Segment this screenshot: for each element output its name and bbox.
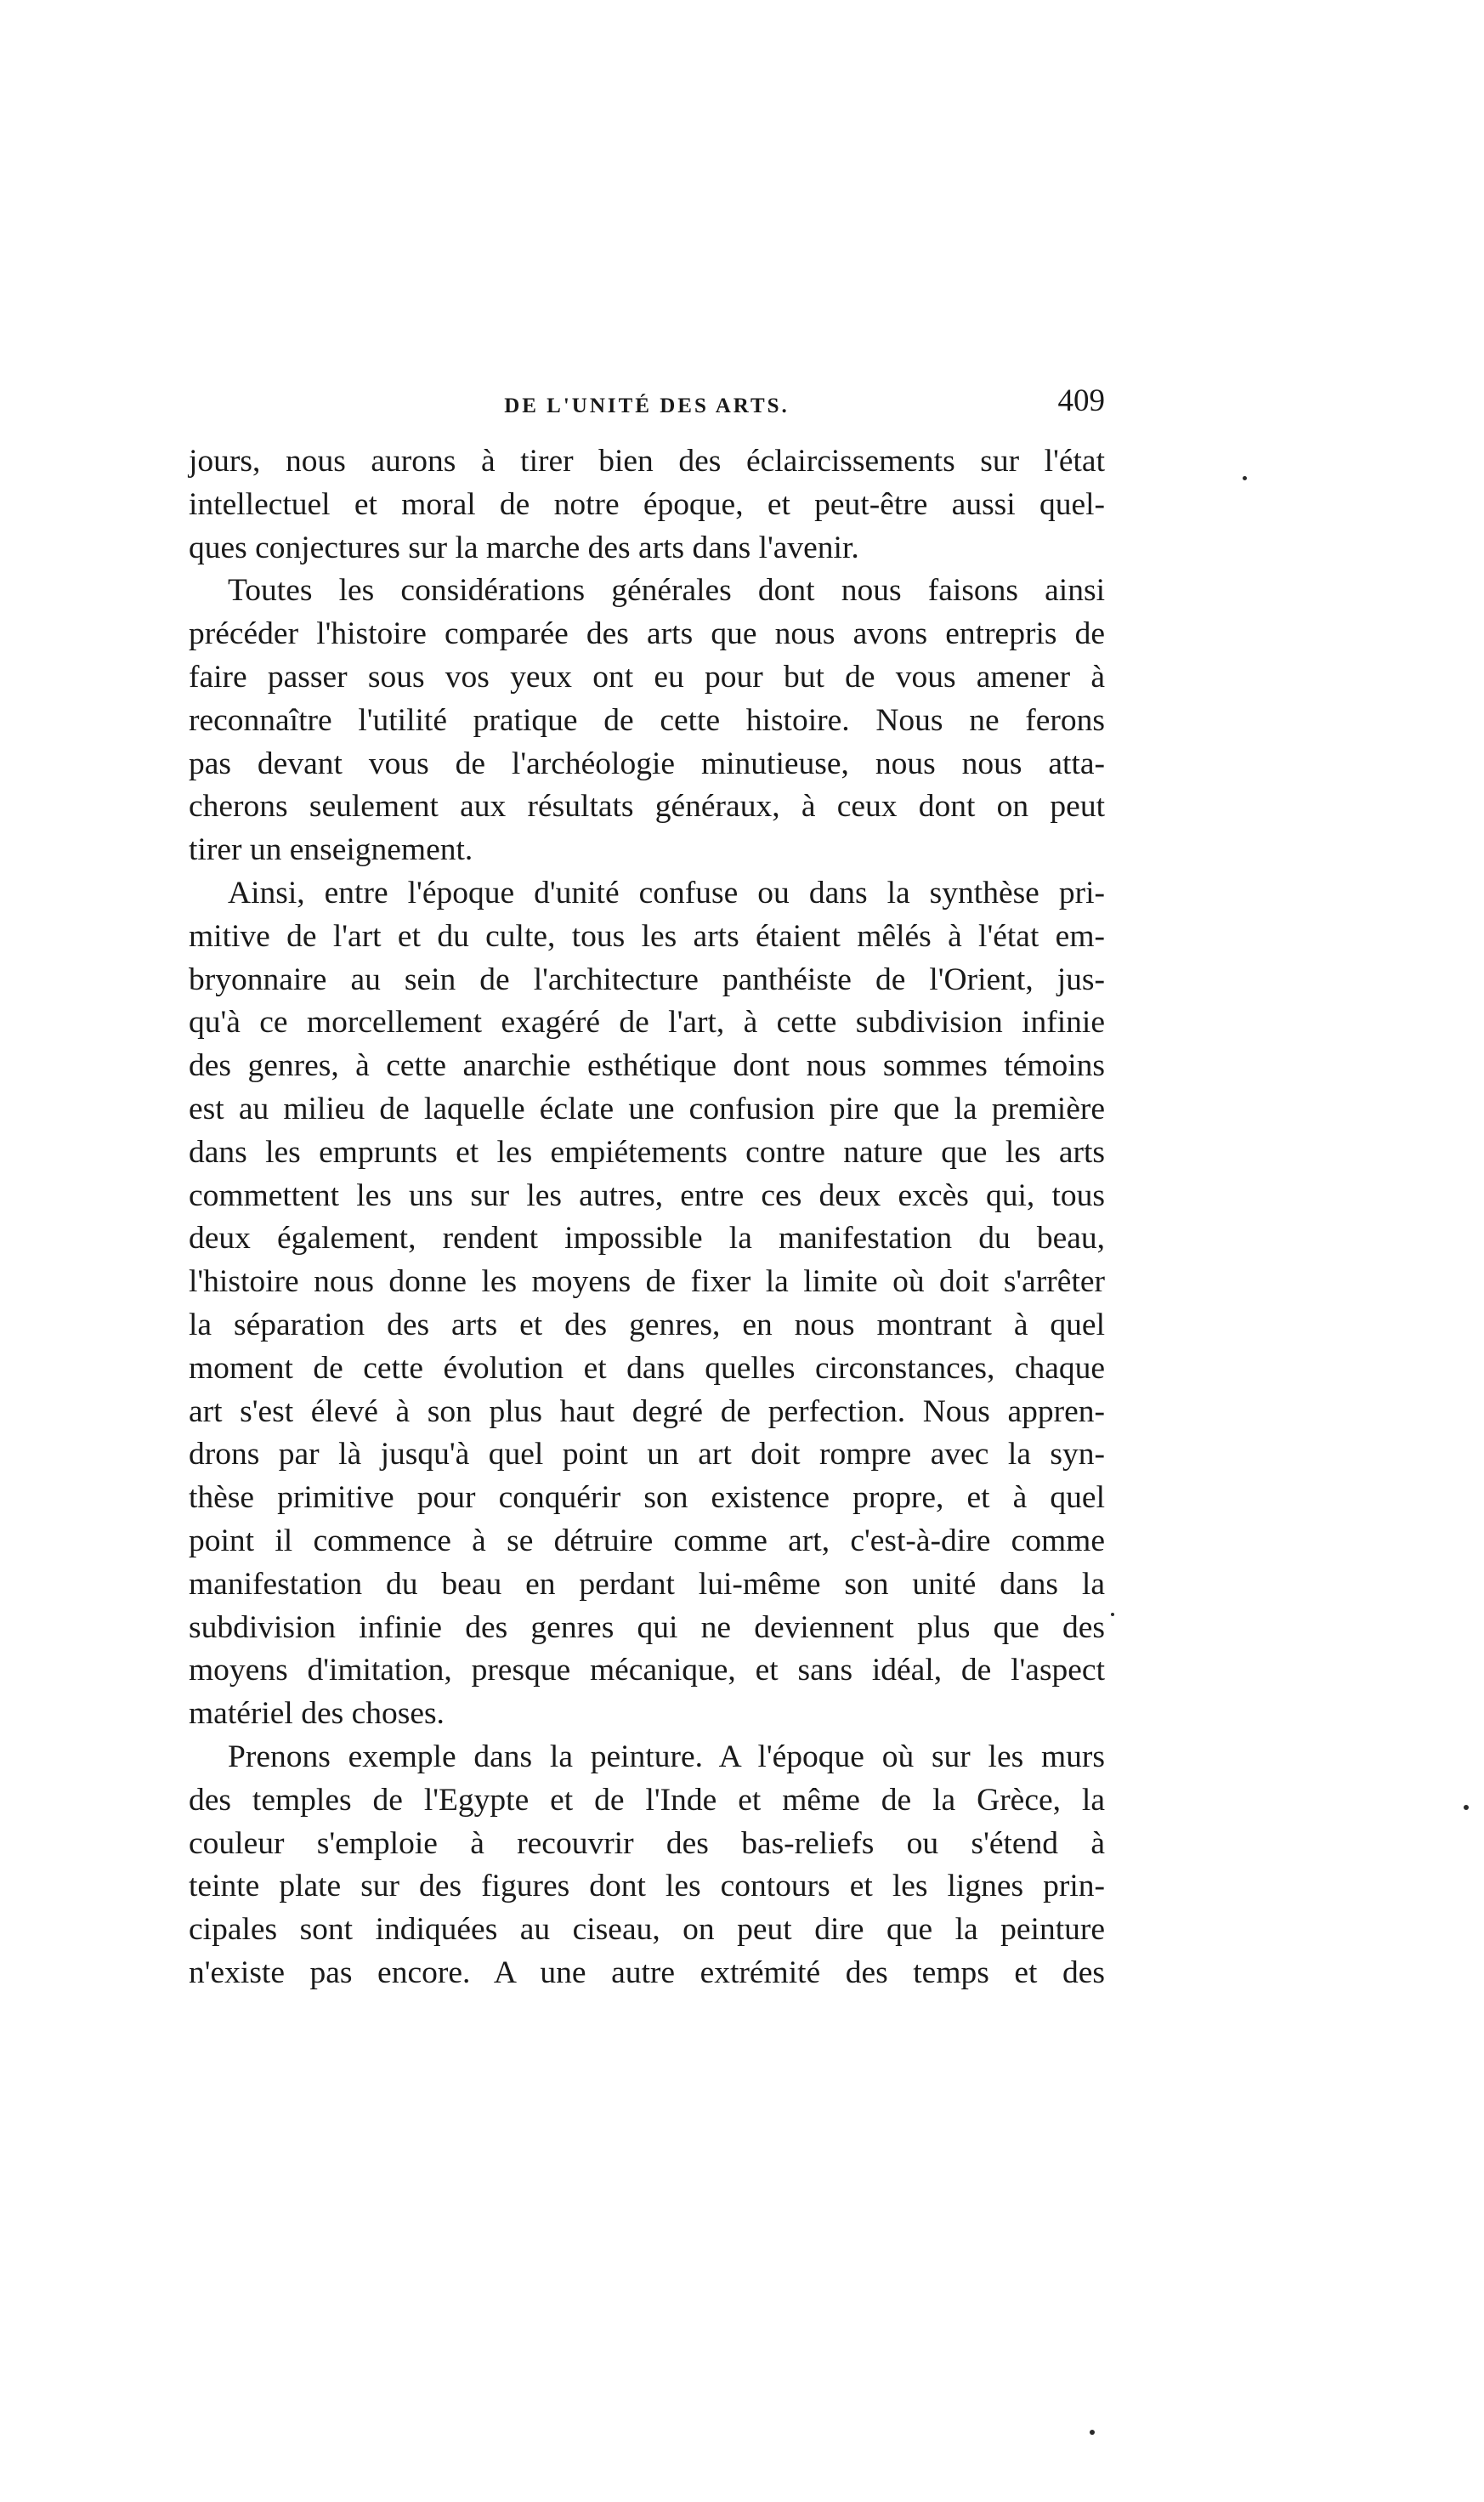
text-line: commettent les uns sur les autres, entre ces deux excès qui, tous	[189, 1177, 1105, 1213]
text-line: intellectuel et moral de notre époque, et peut-être aussi quel-	[189, 486, 1105, 522]
text-line: moment de cette évolution et dans quelles circonstances, chaque	[189, 1350, 1105, 1386]
text-line: des temples de l'Egypte et de l'Inde et même de la Grèce, la	[189, 1782, 1105, 1818]
text-line: Toutes les considérations générales dont nous faisons ainsi	[228, 573, 1105, 609]
text-line: couleur s'emploie à recouvrir des bas-reliefs ou s'étend à	[189, 1825, 1105, 1861]
text-line: subdivision infinie des genres qui ne deviennent plus que des	[189, 1609, 1105, 1645]
print-speck	[1090, 2430, 1095, 2435]
text-line: jours, nous aurons à tirer bien des éclaircissements sur l'état	[189, 444, 1105, 479]
text-line: ques conjectures sur la marche des arts dans l'avenir.	[189, 530, 859, 565]
text-line: cherons seulement aux résultats généraux, à ceux dont on peut	[189, 789, 1105, 825]
text-line: matériel des choses.	[189, 1696, 445, 1732]
running-head	[189, 383, 1105, 434]
text-line: faire passer sous vos yeux ont eu pour but de vous amener à	[189, 659, 1105, 695]
text-line: est au milieu de laquelle éclate une confusion pire que la première	[189, 1091, 1105, 1126]
running-title: DE L'UNITÉ DES ARTS.	[504, 394, 790, 417]
text-line: pas devant vous de l'archéologie minutieuse, nous nous atta-	[189, 746, 1105, 781]
text-line: la séparation des arts et des genres, en nous montrant à quel	[189, 1307, 1105, 1342]
text-line: n'existe pas encore. A une autre extrémité des temps et des	[189, 1955, 1105, 1990]
text-line: reconnaître l'utilité pratique de cette histoire. Nous ne ferons	[189, 702, 1105, 738]
text-line: cipales sont indiquées au ciseau, on peut dire que la peinture	[189, 1912, 1105, 1948]
print-speck	[1464, 1805, 1469, 1810]
text-line: qu'à ce morcellement exagéré de l'art, à cette subdivision infinie	[189, 1005, 1105, 1041]
text-line: mitive de l'art et du culte, tous les arts étaient mêlés à l'état em-	[189, 918, 1105, 954]
text-line: Ainsi, entre l'époque d'unité confuse ou dans la synthèse pri-	[228, 875, 1105, 911]
text-line: art s'est élevé à son plus haut degré de perfection. Nous appren-	[189, 1393, 1105, 1429]
text-line: des genres, à cette anarchie esthétique dont nous sommes témoins	[189, 1048, 1105, 1084]
text-line: moyens d'imitation, presque mécanique, et sans idéal, de l'aspect	[189, 1653, 1105, 1688]
text-line: drons par là jusqu'à quel point un art doit rompre avec la syn-	[189, 1437, 1105, 1472]
text-line: tirer un enseignement.	[189, 832, 473, 868]
text-line: dans les emprunts et les empiétements contre nature que les arts	[189, 1134, 1105, 1170]
text-line: l'histoire nous donne les moyens de fixer la limite où doit s'arrêter	[189, 1264, 1105, 1300]
text-line: teinte plate sur des figures dont les contours et les lignes prin-	[189, 1869, 1105, 1904]
print-speck	[1111, 1613, 1114, 1616]
body-text	[189, 440, 1105, 1995]
page-number: 409	[1057, 383, 1105, 418]
text-line: précéder l'histoire comparée des arts que nous avons entrepris de	[189, 616, 1105, 652]
text-line: manifestation du beau en perdant lui-même son unité dans la	[189, 1566, 1105, 1602]
text-line: bryonnaire au sein de l'architecture panthéiste de l'Orient, jus-	[189, 962, 1105, 997]
text-line: Prenons exemple dans la peinture. A l'époque où sur les murs	[228, 1739, 1105, 1774]
print-speck	[1243, 476, 1247, 480]
text-line: thèse primitive pour conquérir son existence propre, et à quel	[189, 1480, 1105, 1516]
text-line: point il commence à se détruire comme art, c'est-à-dire comme	[189, 1523, 1105, 1558]
text-line: deux également, rendent impossible la manifestation du beau,	[189, 1221, 1105, 1257]
